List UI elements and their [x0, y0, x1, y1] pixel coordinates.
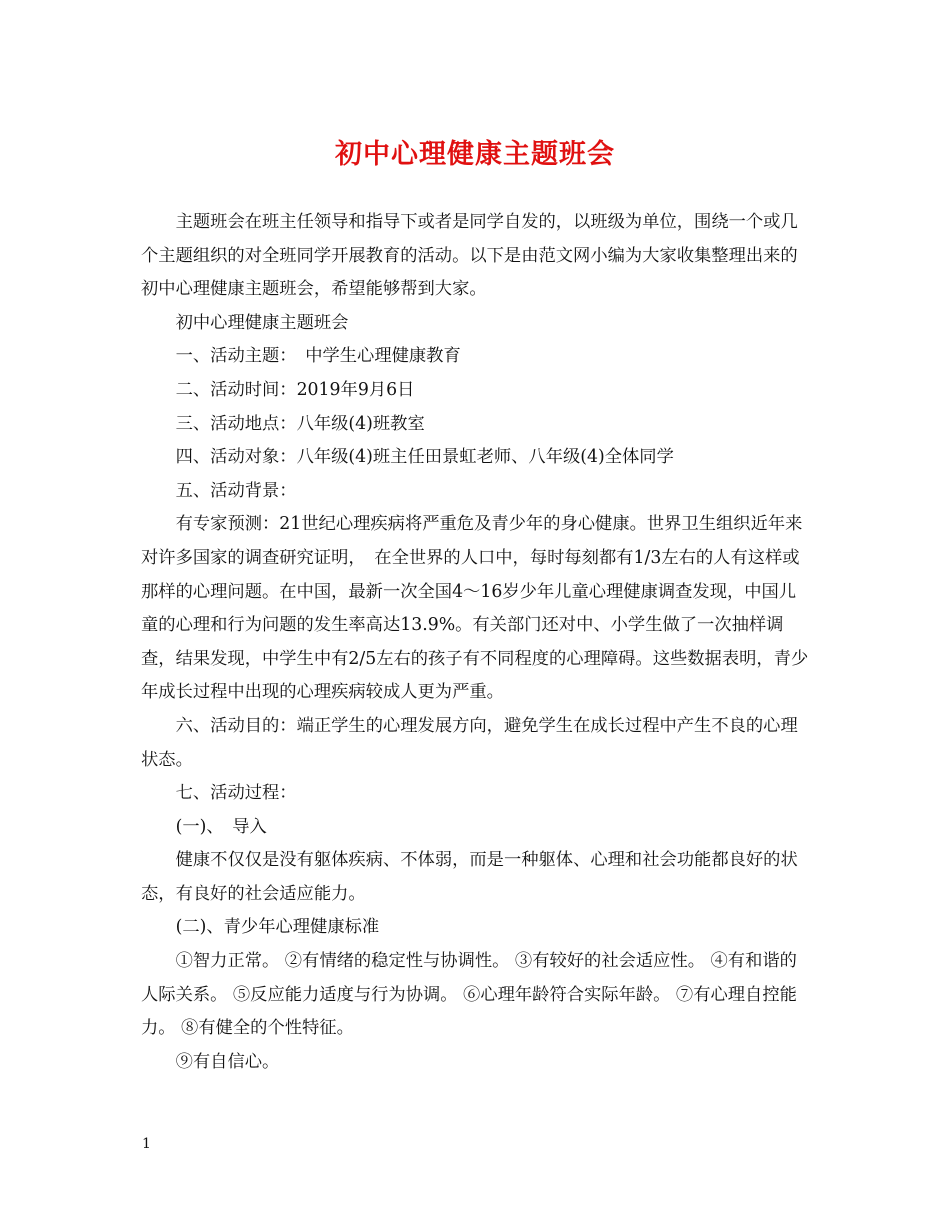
document-title: 初中心理健康主题班会 — [335, 139, 615, 170]
standard-nine: ⑨有自信心。 — [175, 1051, 280, 1072]
activity-purpose: 六、活动目的：端正学生的心理发展方向，避免学生在成长过程中产生不良的心理状态。 — [141, 715, 798, 770]
health-definition-paragraph: 健康不仅仅是没有躯体疾病、不体弱，而是一种躯体、心理和社会功能都良好的状态，有良好的社会适应能力。 — [141, 850, 798, 904]
page-number: 1 — [142, 1136, 151, 1152]
document-body — [141, 206, 813, 1079]
subtitle-line: 初中心理健康主题班会 — [175, 312, 349, 333]
activity-participants: 四、活动对象：八年级(4)班主任田景虹老师、八年级(4)全体同学 — [175, 447, 674, 468]
intro-paragraph: 主题班会在班主任领导和指导下或者是同学自发的，以班级为单位，围绕一个或几个主题组织的对全班同学开展教育的活动。以下是由范文网小编为大家收集整理出来的初中心理健康主题班会，希望能够帮到大家。 — [141, 212, 798, 300]
activity-time: 二、活动时间：2019年9月6日 — [175, 379, 415, 400]
activity-theme: 一、活动主题： 中学生心理健康教育 — [175, 346, 461, 367]
intro-section-heading: (一)、 导入 — [175, 816, 267, 837]
activity-location: 三、活动地点：八年级(4)班教室 — [175, 413, 425, 434]
background-paragraph: 有专家预测：21世纪心理疾病将严重危及青少年的身心健康。世界卫生组织近年来对许多国家的调查研究证明， 在全世界的人口中，每时每刻都有1/3左右的人有这样或那样的心理问题。在中国，最新一次全国4～16岁少年儿童心理健康调查发现，中国儿童的心理和行为问题的发生率高达13.9%。有关部门还对中、小学生做了一次抽样调查，结果发现，中学生中有2/5左右的孩子有不同程度的心理障碍。这些数据表明，青少年成长过程中出现的心理疾病较成人更为严重。 — [141, 514, 809, 703]
standards-heading: (二)、青少年心理健康标准 — [175, 917, 380, 938]
activity-background-heading: 五、活动背景： — [175, 480, 297, 501]
standards-list: ①智力正常。 ②有情绪的稳定性与协调性。 ③有较好的社会适应性。 ④有和谐的人际关系。 ⑤反应能力适度与行为协调。 ⑥心理年龄符合实际年龄。 ⑦有心理自控能力。 ⑧有健全的个性特征。 — [141, 951, 797, 1039]
activity-process-heading: 七、活动过程： — [175, 783, 297, 804]
